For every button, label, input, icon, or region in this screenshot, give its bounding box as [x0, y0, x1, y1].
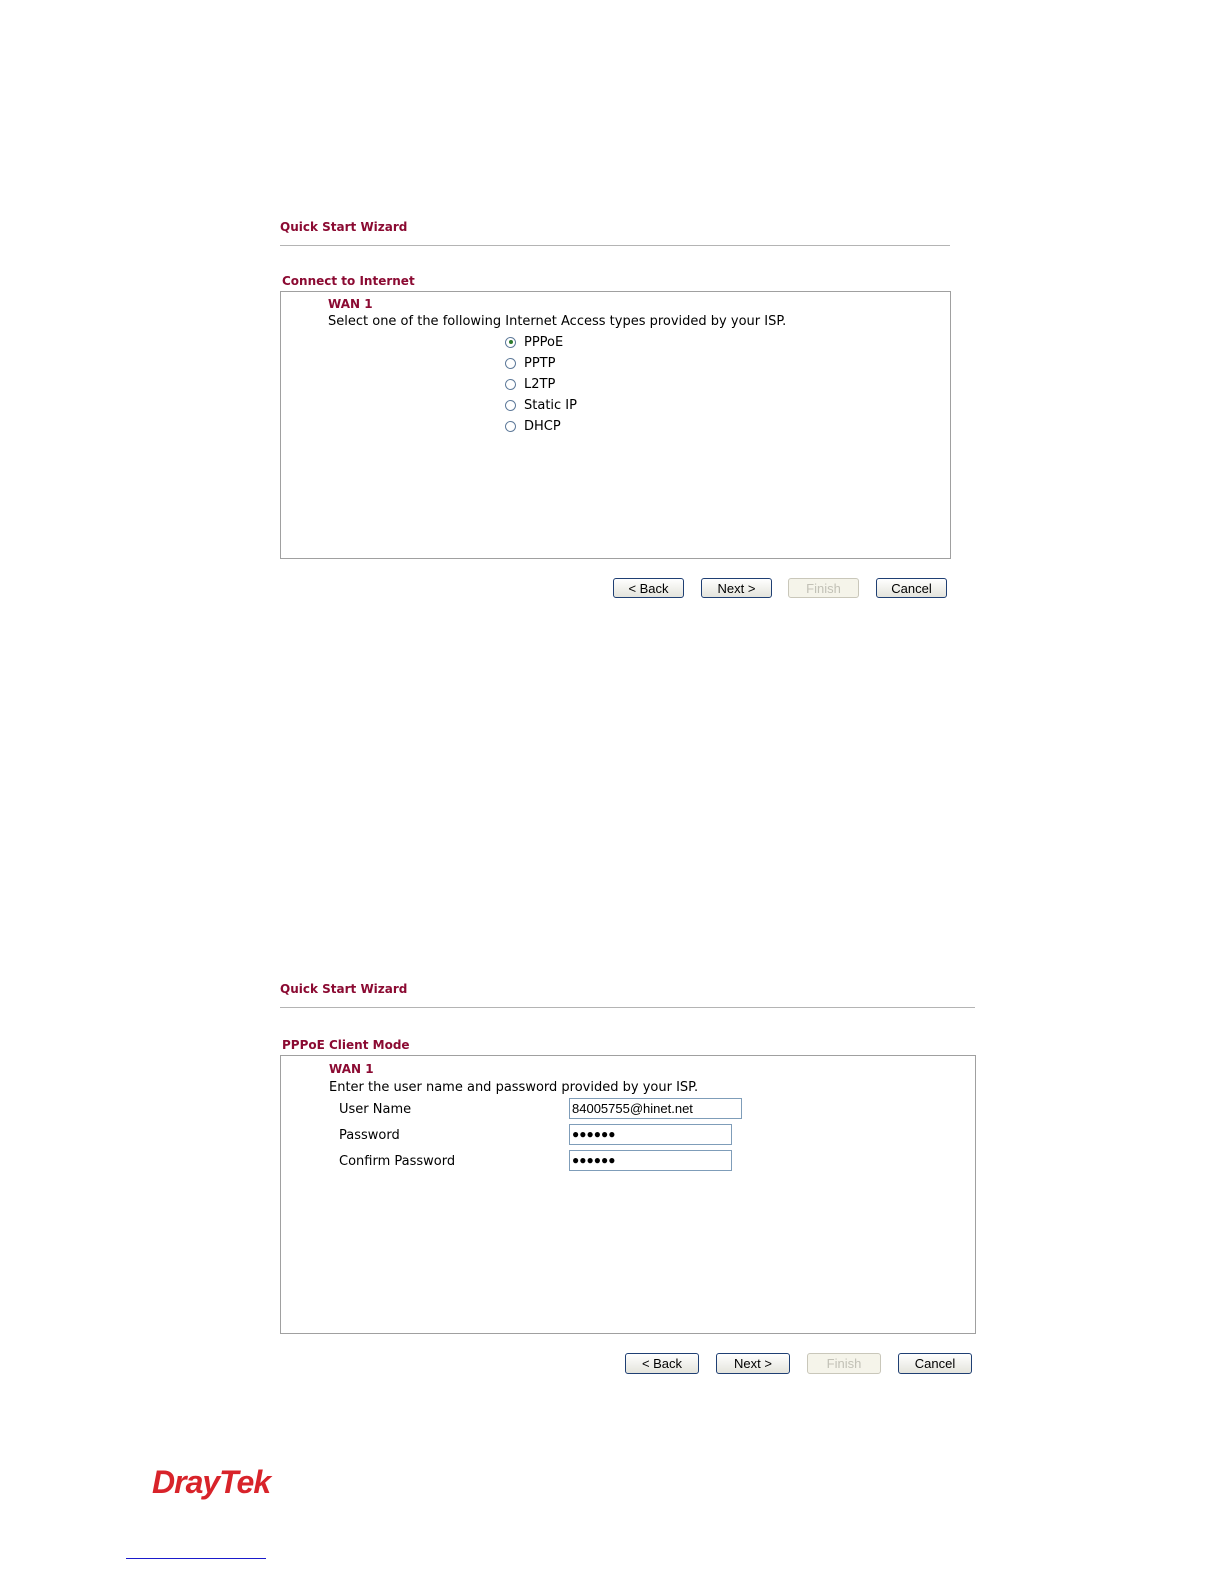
password-label: Password [339, 1128, 400, 1143]
finish-button: Finish [788, 578, 859, 598]
radio-dhcp[interactable] [505, 417, 561, 435]
connect-panel [280, 291, 951, 559]
radio-pptp[interactable] [505, 354, 555, 372]
section-title: Connect to Internet [282, 274, 415, 288]
radio-icon[interactable] [505, 379, 516, 390]
password-input[interactable]: ●●●●●● [569, 1124, 732, 1145]
username-label: User Name [339, 1102, 412, 1117]
cancel-button[interactable]: Cancel [898, 1353, 972, 1374]
next-button[interactable]: Next > [716, 1353, 790, 1374]
draytek-logo: DrayTek [152, 1464, 271, 1500]
instruction-text: Enter the user name and password provided by your ISP. [329, 1080, 699, 1095]
radio-selected-icon[interactable] [505, 337, 516, 348]
radio-static-ip[interactable] [505, 396, 577, 414]
wan-label: WAN 1 [328, 297, 373, 311]
confirm-password-input[interactable]: ●●●●●● [569, 1150, 732, 1171]
finish-button: Finish [807, 1353, 881, 1374]
username-input[interactable]: 84005755@hinet.net [569, 1098, 742, 1119]
radio-pppoe[interactable] [505, 333, 563, 351]
radio-icon[interactable] [505, 421, 516, 432]
footer-divider [126, 1558, 266, 1559]
radio-label: DHCP [524, 418, 561, 434]
wan-label: WAN 1 [329, 1062, 374, 1076]
confirm-password-label: Confirm Password [339, 1154, 456, 1169]
radio-l2tp[interactable] [505, 375, 555, 393]
radio-label: PPTP [524, 355, 556, 371]
radio-label: PPPoE [524, 334, 564, 350]
next-button[interactable]: Next > [701, 578, 772, 598]
page-title: Quick Start Wizard [280, 982, 408, 996]
section-title: PPPoE Client Mode [282, 1038, 410, 1052]
back-button[interactable]: < Back [625, 1353, 699, 1374]
divider [280, 245, 950, 246]
back-button[interactable]: < Back [613, 578, 684, 598]
cancel-button[interactable]: Cancel [876, 578, 947, 598]
instruction-text: Select one of the following Internet Access types provided by your ISP. [328, 314, 787, 329]
radio-label: Static IP [524, 397, 577, 413]
pppoe-panel [280, 1055, 976, 1334]
page-title: Quick Start Wizard [280, 220, 408, 234]
radio-icon[interactable] [505, 400, 516, 411]
radio-icon[interactable] [505, 358, 516, 369]
divider [280, 1007, 975, 1008]
radio-label: L2TP [524, 376, 556, 392]
